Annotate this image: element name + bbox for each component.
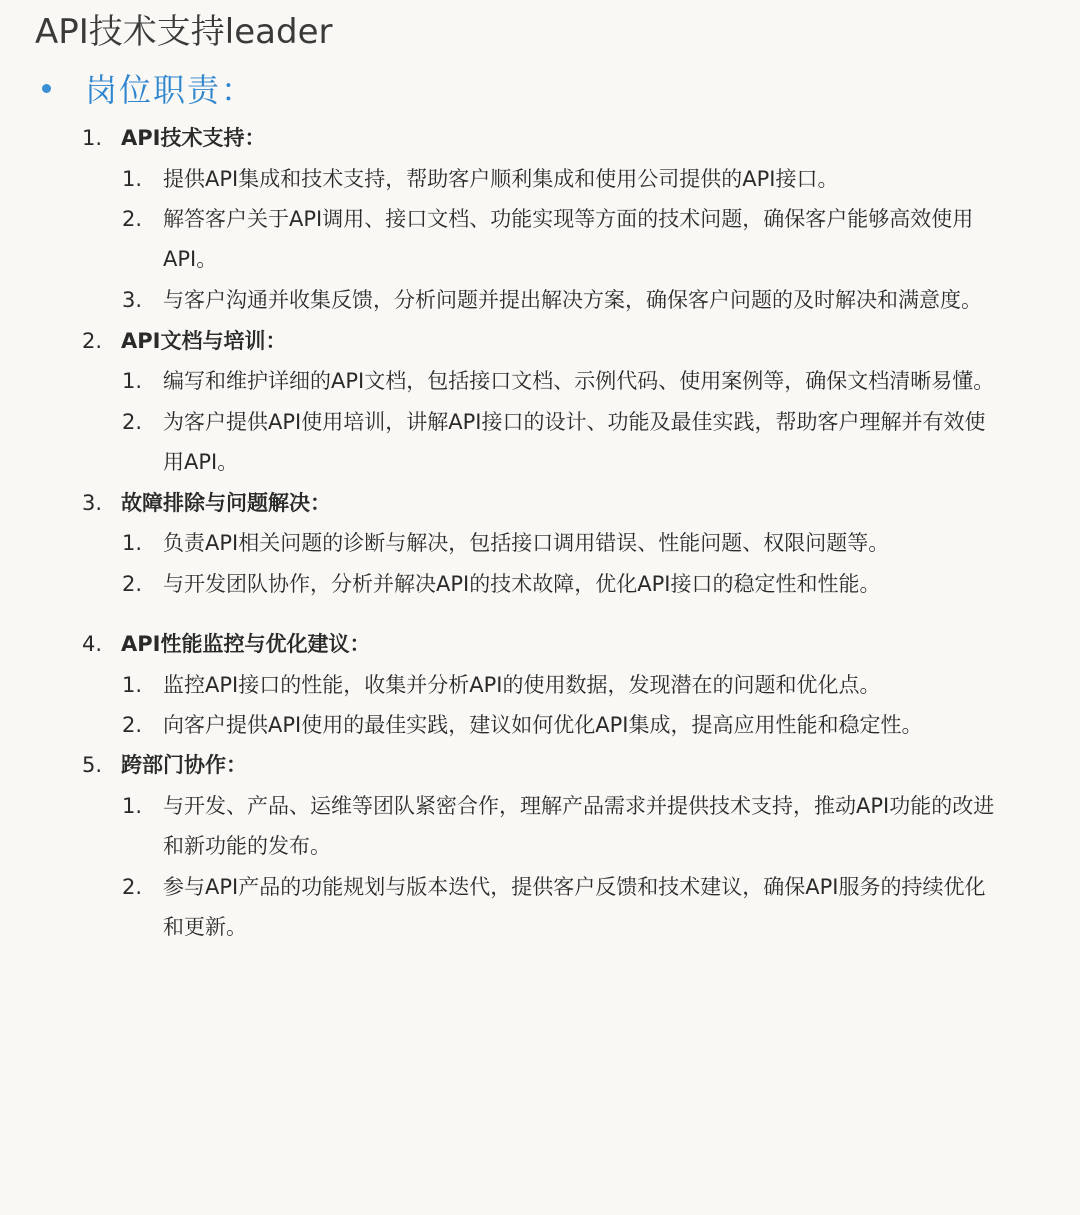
group-heading: API文档与培训：: [121, 329, 287, 353]
item-number: 3.: [122, 288, 143, 312]
page-title: API技术支持leader: [35, 12, 333, 52]
item-number: 1.: [122, 673, 143, 697]
item-number: 2.: [122, 207, 143, 231]
bullet-icon: [42, 84, 51, 93]
item-number: 1.: [122, 369, 143, 393]
item-text: 与客户沟通并收集反馈，分析问题并提出解决方案，确保客户问题的及时解决和满意度。: [163, 288, 982, 312]
item-text: 负责API相关问题的诊断与解决，包括接口调用错误、性能问题、权限问题等。: [163, 531, 890, 555]
group-number: 2.: [82, 329, 103, 353]
item-number: 2.: [122, 572, 143, 596]
item-text: 为客户提供API使用培训，讲解API接口的设计、功能及最佳实践，帮助客户理解并有效使: [163, 410, 986, 434]
item-number: 2.: [122, 410, 143, 434]
item-text-continued: 和更新。: [163, 915, 247, 939]
group-heading: 跨部门协作：: [121, 753, 247, 777]
item-number: 2.: [122, 713, 143, 737]
group-heading: 故障排除与问题解决：: [121, 491, 331, 515]
item-number: 1.: [122, 794, 143, 818]
item-number: 2.: [122, 875, 143, 899]
item-text-continued: API。: [163, 247, 218, 271]
group-heading: API性能监控与优化建议：: [121, 632, 371, 656]
item-text: 向客户提供API使用的最佳实践，建议如何优化API集成，提高应用性能和稳定性。: [163, 713, 923, 737]
item-number: 1.: [122, 531, 143, 555]
group-heading: API技术支持：: [121, 126, 266, 150]
item-text-continued: 用API。: [163, 450, 239, 474]
section-heading: 岗位职责：: [85, 71, 256, 109]
group-number: 1.: [82, 126, 103, 150]
item-text: 与开发、产品、运维等团队紧密合作，理解产品需求并提供技术支持，推动API功能的改进: [163, 794, 995, 818]
item-number: 1.: [122, 167, 143, 191]
item-text: 监控API接口的性能，收集并分析API的使用数据，发现潜在的问题和优化点。: [163, 673, 881, 697]
group-number: 5.: [82, 753, 103, 777]
section-header: [38, 66, 255, 110]
group-number: 3.: [82, 491, 103, 515]
item-text: 编写和维护详细的API文档，包括接口文档、示例代码、使用案例等，确保文档清晰易懂。: [163, 369, 995, 393]
item-text: 提供API集成和技术支持，帮助客户顺利集成和使用公司提供的API接口。: [163, 167, 839, 191]
item-text: 与开发团队协作，分析并解决API的技术故障，优化API接口的稳定性和性能。: [163, 572, 881, 596]
group-number: 4.: [82, 632, 103, 656]
item-text-continued: 和新功能的发布。: [163, 834, 331, 858]
item-text: 参与API产品的功能规划与版本迭代，提供客户反馈和技术建议，确保API服务的持续优化: [163, 875, 986, 899]
item-text: 解答客户关于API调用、接口文档、功能实现等方面的技术问题，确保客户能够高效使用: [163, 207, 974, 231]
